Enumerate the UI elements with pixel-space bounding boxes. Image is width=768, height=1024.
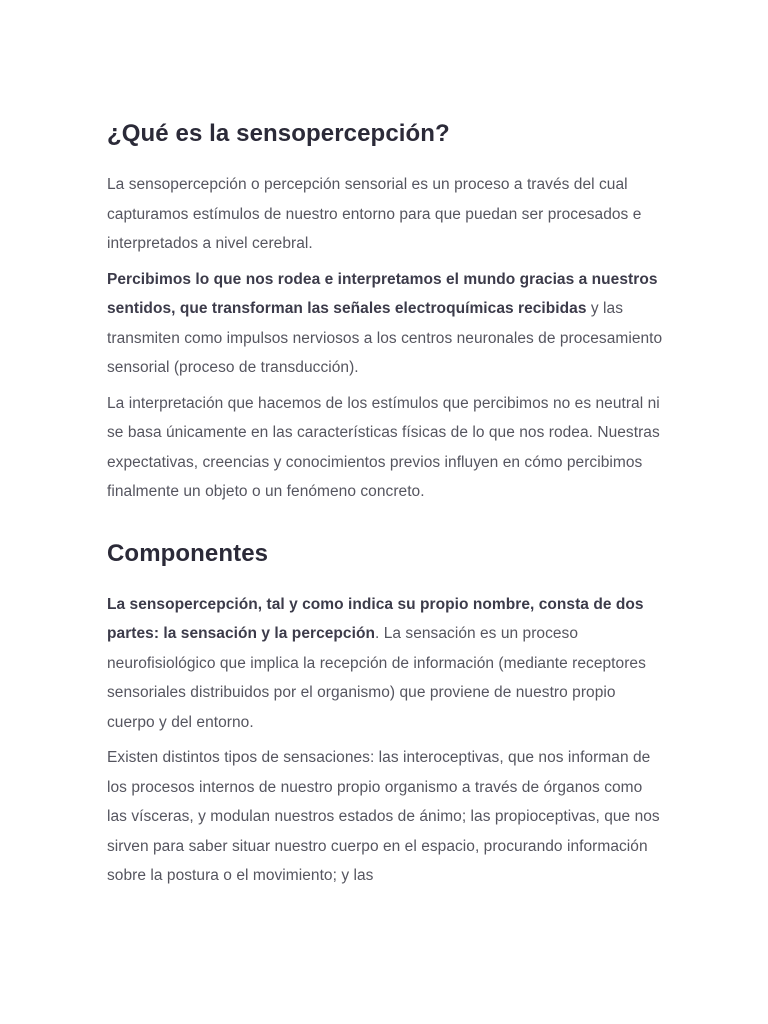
paragraph-components	[107, 590, 663, 738]
section-heading-que-es: ¿Qué es la sensopercepción?	[107, 120, 450, 147]
section-heading-componentes: Componentes	[107, 539, 269, 567]
paragraph-bold-text: La sensopercepción, tal y como indica su propio nombre, consta de dos partes: la sensación y la percepción	[107, 595, 644, 642]
paragraph-bold-text: Percibimos lo que nos rodea e interpretamos el mundo gracias a nuestros sentidos, que transforman las señales electroquímicas recibidas	[107, 270, 658, 317]
paragraph-interpretation	[107, 389, 663, 507]
paragraph-senses	[107, 265, 663, 383]
paragraph-text: y las transmiten como impulsos nerviosos a los centros neuronales de procesamiento sensorial (proceso de transducción).	[107, 300, 663, 376]
paragraph-text: La interpretación que hacemos de los estímulos que percibimos no es neutral ni se basa únicamente en las características físicas de lo que nos rodea. Nuestras expectativas, creencias y conocimientos previos influyen en cómo percibimos finalmente un objeto o un fenómeno concreto.	[107, 394, 660, 500]
paragraph-text: La sensopercepción o percepción sensorial es un proceso a través del cual capturamos estímulos de nuestro entorno para que puedan ser procesados e interpretados a nivel cerebral.	[107, 176, 642, 252]
paragraph-definition	[107, 170, 663, 259]
article-body	[107, 118, 663, 897]
paragraph-text: . La sensación es un proceso neurofisiológico que implica la recepción de información (mediante receptores sensoriales distribuidos por el organismo) que proviene de nuestro propio cuerpo y del entorno.	[107, 625, 646, 731]
paragraph-text: Existen distintos tipos de sensaciones: las interoceptivas, que nos informan de los procesos internos de nuestro propio organismo a través de órganos como las vísceras, y modulan nuestros estados de ánimo; las propioceptivas, que nos sirven para saber situar nuestro cuerpo en el espacio, procurando información sobre la postura o el movimiento; y las	[107, 749, 660, 884]
paragraph-sensation-types	[107, 743, 663, 891]
